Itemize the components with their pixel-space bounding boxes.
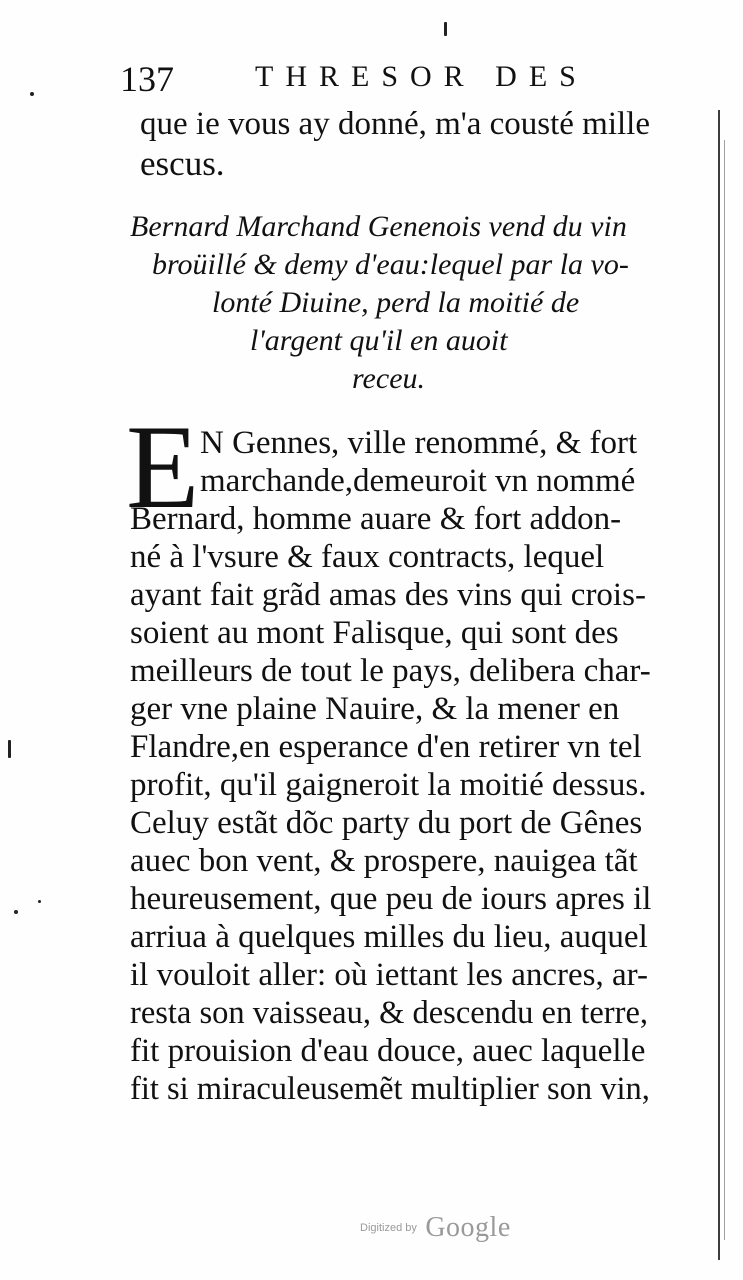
text-line: auec bon vent, & prospere, nauigea tãt [130, 843, 638, 879]
text-line: Bernard, homme auare & fort addon- [130, 501, 622, 537]
text-line: soient au mont Falisque, qui sont des [130, 615, 619, 651]
page-edge-line [718, 110, 720, 1260]
title-line: broüillé & demy d'eau:lequel par la vo- [152, 248, 629, 281]
drop-cap: E [126, 400, 200, 533]
text-line: heureusement, que peu de iours apres il [130, 881, 652, 917]
title-line: receu. [352, 362, 426, 395]
text-line: fit prouision d'eau douce, auec laquelle [130, 1033, 646, 1069]
text-line: fit si miraculeusemẽt multiplier son vin, [130, 1071, 650, 1107]
digitized-by-label: Digitized by [360, 1222, 417, 1234]
digitized-watermark [360, 1212, 511, 1244]
text-line: que ie vous ay donné, m'a cousté mille [140, 106, 650, 142]
text-line: profit, qu'il gaigneroit la moitié dessus. [130, 767, 647, 803]
text-line: meilleurs de tout le pays, delibera char- [130, 653, 651, 689]
title-line: l'argent qu'il en auoit [250, 324, 508, 357]
page-number: 137 [120, 59, 174, 99]
text-line: arriua à quelques milles du lieu, auquel [130, 919, 648, 955]
text-line: escus. [140, 144, 225, 183]
text-line: marchande,demeuroit vn nommé [200, 463, 636, 499]
running-title: THRESOR DES [255, 60, 588, 93]
title-line: lonté Diuine, perd la moitié de [212, 286, 580, 319]
text-line: N Gennes, ville renommé, & fort [200, 425, 638, 461]
ink-speck [30, 92, 34, 96]
text-line: né à l'vsure & faux contracts, lequel [130, 539, 605, 575]
ink-speck [8, 740, 11, 758]
text-line: il vouloit aller: où iettant les ancres, ar- [130, 957, 648, 993]
text-line: Flandre,en esperance d'en retirer vn tel [130, 729, 642, 765]
running-header [120, 58, 680, 102]
google-logo: Google [425, 1212, 511, 1243]
text-line: ger vne plaine Nauire, & la mener en [130, 691, 620, 727]
title-line: Bernard Marchand Genenois vend du vin [130, 210, 627, 243]
ink-speck [14, 910, 18, 914]
text-line: resta son vaisseau, & descendu en terre, [130, 995, 649, 1031]
text-line: Celuy estãt dõc party du port de Gênes [130, 805, 643, 841]
text-line: ayant fait grãd amas des vins qui crois- [130, 577, 646, 613]
page-edge-line-inner [724, 140, 725, 1240]
ink-speck [444, 22, 447, 36]
ink-speck [38, 900, 41, 903]
